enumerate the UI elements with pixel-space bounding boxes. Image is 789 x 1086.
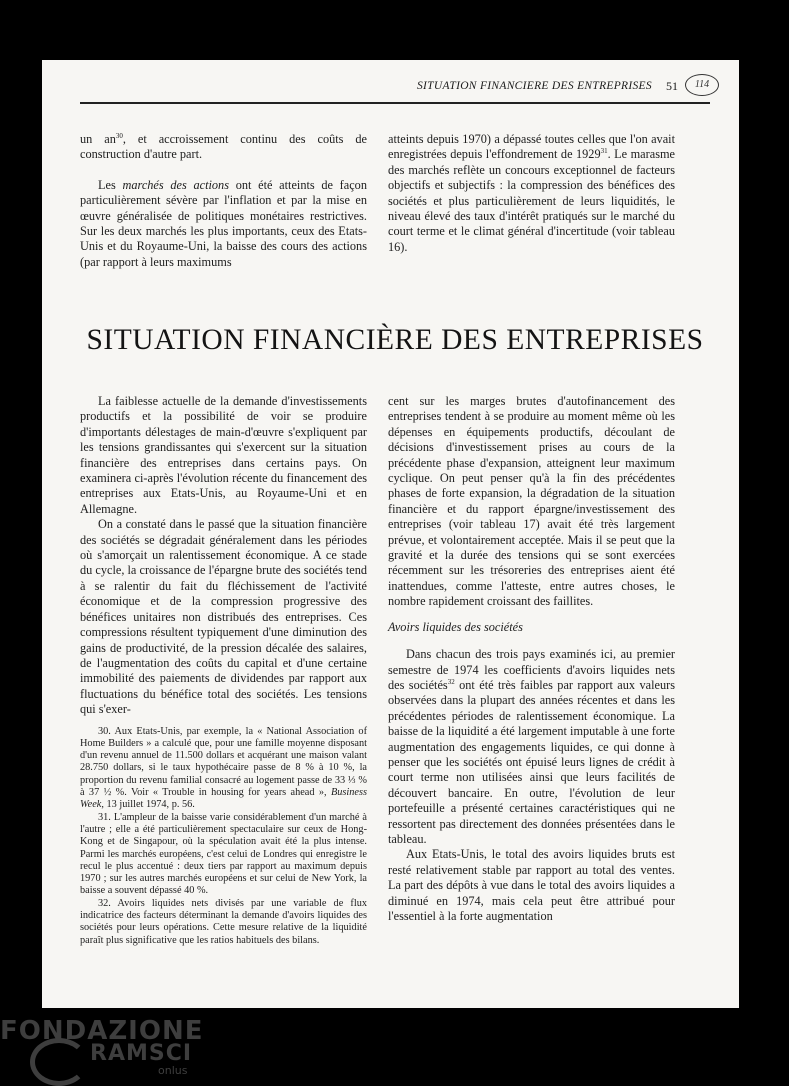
footnote-32: 32. Avoirs liquides nets divisés par une variable de flux indicatrice des facteurs déterminant la demande d'avoirs liquides des sociétés pour leurs opérations. Cette mesure relative de la liquidité paraît plus significative que les ratios habituels des bilans. [80,897,367,946]
header-rule [80,102,710,104]
intro-left-paragraph-1: un $an^{30}$, et accroissement continu des coûts de construction d'autre part. [80,131,367,162]
logo-g-ring-icon [30,1038,88,1086]
footnote-ref-32: 32 [447,677,455,686]
intro-right-paragraph-1: atteints depuis 1970) a dépassé toutes celles que l'on avait enregistrées depuis l'effondrement de 1929$^{31}$. Le marasme des marchés reflète un concours exceptionnel de facteurs objectifs et subjectifs : la compression des bénéfices des sociétés et plus particulièrement de leurs liquidités, le niveau élevé des taux d'intérêt pratiqués sur le marché du court terme et le climat général d'incertitude (voir tableau 16). [388,132,676,254]
footnote-ref-30: 30 [115,131,123,140]
intro-right-column [388,132,675,255]
main-right-paragraph-3: Aux Etats-Unis, le total des avoirs liquides bruts est resté relativement stable par rapport au total des ventes. La part des dépôts à vue dans le total des avoirs liquides a diminué en 1974, mais cela peut être attribué pour l'essentiel à la forte augmentation [388,847,675,923]
subheading-avoirs-liquides: Avoirs liquides des sociétés [388,619,523,634]
footnotes [80,726,367,947]
main-right-paragraph-1: cent sur les marges brutes d'autofinancement des entreprises tendent à se produire au moment même où les dépenses en équipements productifs, découlant de décisions d'investissement prises au cours de la précédente phase d'expansion, atteignent leur maximum cyclique. On peut penser qu'à la fin des précédentes phases de forte expansion, la dégradation de la situation financière et du rapport épargne/investissement des entreprises (voir tableau 17) avait été très largement prévue, et volontairement acceptée. Mais il se peut que la gravité et la durée des tensions qui se sont exercées récemment sur les trésoreries des entreprises aient été inattendues, comme l'atteste, entre autres choses, le nombre rapidement croissant des faillites. [388,394,675,609]
footnote-ref-31: 31 [600,147,608,156]
fondazione-gramsci-logo: FONDAZIONE RAMSCI onlus [0,1016,220,1076]
main-right-column [388,394,675,924]
main-left-column [80,394,367,947]
page-number: 51 [666,79,678,93]
running-header-title: SITUATION FINANCIERE DES ENTREPRISES [417,80,652,92]
document-page [42,60,739,1008]
section-title: SITUATION FINANCIÈRE DES ENTREPRISES [86,324,704,356]
main-left-paragraph-2: On a constaté dans le passé que la situation financière des sociétés se dégradait généralement dans les périodes où s'amorçait un ralentissement économique. A ce stade du cycle, la croissance de l'épargne brute des sociétés tend à se ralentir du fait du fléchissement de l'activité économique et de la compression progressive des bénéfices unitaires non distribués des entreprises. Ces compressions résultent typiquement d'une diminution des gains de productivité, de la pression décalée des salaires, de l'augmentation des coûts du capital et d'une certaine immobilité des paiements de dividendes par rapport aux fluctuations du bénéfice total des sociétés. Les tensions qui s'exer- [80,517,367,717]
main-right-paragraph-2: Dans chacun des trois pays examinés ici, au premier semestre de 1974 les coefficients d'avoirs liquides nets des sociétés$^{32}$ ont été très faibles par rapport aux valeurs observées dans la plupart des années récentes et dans les précédentes périodes de ralentissement économique. La baisse de la liquidité a été largement imputable à une forte augmentation des engagements liquides, ce qui donne à penser que les sociétés ont épuisé leurs lignes de crédit à court terme non utilisées ainsi que leurs facilités de découvert bancaire. En outre, l'évolution de leur portefeuille a présenté certaines caractéristiques qui ne ressortent pas directement des données présentées dans le tableau. [388,647,675,846]
footnote-30: 30. Aux Etats-Unis, par exemple, la « National Association of Home Builders » a calculé que, pour une famille moyenne disposant d'un revenu annuel de 11.500 dollars et acquérant une maison valant 28.750 dollars, si le taux hypothécaire passe de 8 % à 10 %, la proportion du revenu familial consacré au logement passe de 33 ⅓ % à 37 ½ %. Voir « Trouble in housing for years ahead », Business Week, 13 juillet 1974, p. 56. [80,725,367,811]
main-left-paragraph-1: La faiblesse actuelle de la demande d'investissements productifs et la possibilité de voir se produire d'importants délestages de main-d'œuvre s'expliquent par les tensions grandissantes qui s'exercent sur la situation financière des entreprises dans certains pays. On examinera ci-après l'évolution récente du financement des entreprises aux Etats-Unis, au Royaume-Uni et en Allemagne. [80,394,367,516]
intro-left-paragraph-2: Les marchés des actions ont été atteints de façon particulièrement sévère par l'inflation et par la mise en œuvre généralisée de politiques monétaires restrictives. Sur les deux marchés les plus importants, ceux des Etats-Unis et du Royaume-Uni, la baisse des cours des actions (par rapport à leurs maximums [80,177,367,269]
handwritten-page-mark: 114 [685,74,719,96]
intro-left-column [80,132,367,270]
footnote-31: 31. L'ampleur de la baisse varie considérablement d'un marché à l'autre ; elle a été particulièrement spectaculaire sur ceux de Hong-Kong et de Singapour, où la spéculation avait été la plus intense. Parmi les marchés européens, c'est celui de Londres qui enregistre le recul le plus accentué : deux tiers par rapport au maximum depuis 1970 ; sur les autres marchés européens et sur celui de New York, la baisse a souvent dépassé 40 %. [80,811,367,897]
